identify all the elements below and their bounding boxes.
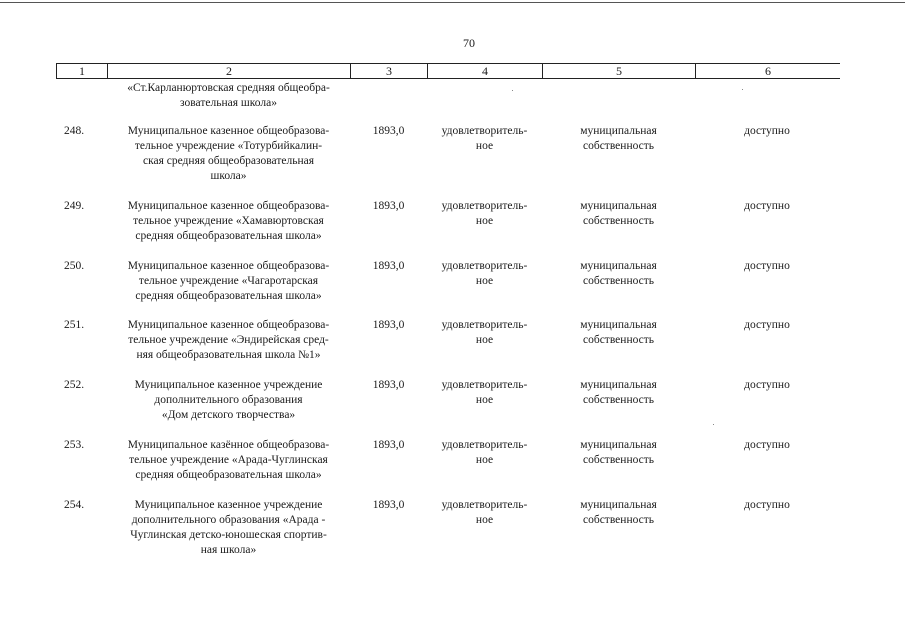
area-value: 1893,0 (372, 379, 405, 391)
name-line: ная школа» (200, 544, 257, 556)
accessibility-value: доступно (744, 319, 790, 331)
name-line: школа» (210, 170, 247, 182)
row-number: 253. (64, 439, 85, 451)
condition-value (427, 318, 542, 348)
header-col-2: 2 (108, 64, 351, 78)
name-line: зовательная школа» (180, 97, 277, 109)
continued-institution-name (107, 81, 350, 111)
row-number: 254. (64, 499, 85, 511)
row-number: 252. (64, 379, 85, 391)
ownership-value (542, 259, 695, 289)
condition-line: удовлетворитель- (441, 319, 528, 331)
area-value: 1893,0 (372, 319, 405, 331)
area-value: 1893,0 (372, 260, 405, 272)
scan-speck (742, 89, 743, 90)
ownership-value (542, 498, 695, 528)
row-number: 251. (64, 319, 85, 331)
area-value: 1893,0 (372, 439, 405, 451)
name-line: ская средняя общеобразовательная (142, 155, 315, 167)
name-line: Муниципальное казённое общеобразова- (127, 439, 330, 451)
ownership-line: собственность (582, 514, 655, 526)
ownership-value (542, 438, 695, 468)
name-line: дополнительного образования (154, 394, 303, 406)
name-line: тельное учреждение «Эндирейская сред- (128, 334, 329, 346)
condition-line: ное (475, 394, 494, 406)
condition-value (427, 438, 542, 468)
ownership-line: собственность (582, 394, 655, 406)
row-number: 249. (64, 200, 85, 212)
name-line: Муниципальное казенное учреждение (134, 379, 323, 391)
ownership-line: собственность (582, 140, 655, 152)
row-number: 248. (64, 125, 85, 137)
condition-line: ное (475, 140, 494, 152)
condition-value (427, 199, 542, 229)
name-line: Муниципальное казенное общеобразова- (127, 319, 330, 331)
scan-top-edge (0, 2, 905, 3)
institution-name (107, 378, 350, 423)
institution-name (107, 124, 350, 184)
name-line: средняя общеобразовательная школа» (135, 290, 322, 302)
row-number: 250. (64, 260, 85, 272)
ownership-line: муниципальная (580, 439, 657, 451)
ownership-line: муниципальная (580, 499, 657, 511)
condition-line: удовлетворитель- (441, 200, 528, 212)
ownership-value (542, 378, 695, 408)
institution-name (107, 199, 350, 244)
accessibility-value: доступно (744, 260, 790, 272)
table-header (56, 63, 840, 79)
ownership-line: собственность (582, 275, 655, 287)
condition-value (427, 259, 542, 289)
condition-line: удовлетворитель- (441, 379, 528, 391)
name-line: тельное учреждение «Чагаротарская (138, 275, 319, 287)
condition-line: удовлетворитель- (441, 260, 528, 272)
institution-name (107, 498, 350, 558)
condition-line: ное (475, 514, 494, 526)
name-line: тельное учреждение «Хамавюртовская (133, 215, 324, 227)
ownership-line: муниципальная (580, 379, 657, 391)
header-col-4: 4 (428, 64, 543, 78)
header-col-3: 3 (351, 64, 428, 78)
condition-line: удовлетворитель- (441, 125, 528, 137)
area-value: 1893,0 (372, 125, 405, 137)
condition-line: ное (475, 275, 494, 287)
condition-value (427, 378, 542, 408)
condition-line: ное (475, 454, 494, 466)
condition-line: ное (475, 215, 494, 227)
ownership-line: муниципальная (580, 260, 657, 272)
page-number: 70 (463, 36, 475, 50)
ownership-value (542, 124, 695, 154)
ownership-line: собственность (582, 334, 655, 346)
institution-name (107, 318, 350, 363)
area-value: 1893,0 (372, 200, 405, 212)
name-line: дополнительного образования «Арада - (131, 514, 326, 526)
name-line: няя общеобразовательная школа №1» (136, 349, 321, 361)
name-line: средняя общеобразовательная школа» (135, 469, 322, 481)
name-line: «Дом детского творчества» (161, 409, 296, 421)
name-line: Муниципальное казенное учреждение (134, 499, 323, 511)
header-col-6: 6 (765, 64, 771, 78)
accessibility-value: доступно (744, 200, 790, 212)
name-line: Муниципальное казенное общеобразова- (127, 125, 330, 137)
accessibility-value: доступно (744, 379, 790, 391)
ownership-value (542, 199, 695, 229)
ownership-value (542, 318, 695, 348)
header-col-1: 1 (57, 64, 108, 78)
condition-value (427, 124, 542, 154)
accessibility-value: доступно (744, 125, 790, 137)
ownership-line: собственность (582, 215, 655, 227)
area-value: 1893,0 (372, 499, 405, 511)
name-line: тельное учреждение «Тотурбийкалин- (134, 140, 323, 152)
condition-line: удовлетворитель- (441, 439, 528, 451)
scan-speck (512, 90, 513, 91)
condition-line: удовлетворитель- (441, 499, 528, 511)
header-col-5: 5 (543, 64, 696, 78)
ownership-line: муниципальная (580, 125, 657, 137)
ownership-line: муниципальная (580, 200, 657, 212)
ownership-line: муниципальная (580, 319, 657, 331)
institution-name (107, 438, 350, 483)
accessibility-value: доступно (744, 499, 790, 511)
name-line: Чуглинская детско-юношеская спортив- (130, 529, 327, 541)
ownership-line: собственность (582, 454, 655, 466)
name-line: «Ст.Карланюртовская средняя общеобра- (127, 82, 330, 94)
name-line: Муниципальное казенное общеобразова- (127, 200, 330, 212)
scan-speck (713, 424, 714, 425)
name-line: Муниципальное казенное общеобразова- (127, 260, 330, 272)
condition-value (427, 498, 542, 528)
accessibility-value: доступно (744, 439, 790, 451)
name-line: средняя общеобразовательная школа» (135, 230, 322, 242)
name-line: тельное учреждение «Арада-Чуглинская (129, 454, 328, 466)
condition-line: ное (475, 334, 494, 346)
institution-name (107, 259, 350, 304)
